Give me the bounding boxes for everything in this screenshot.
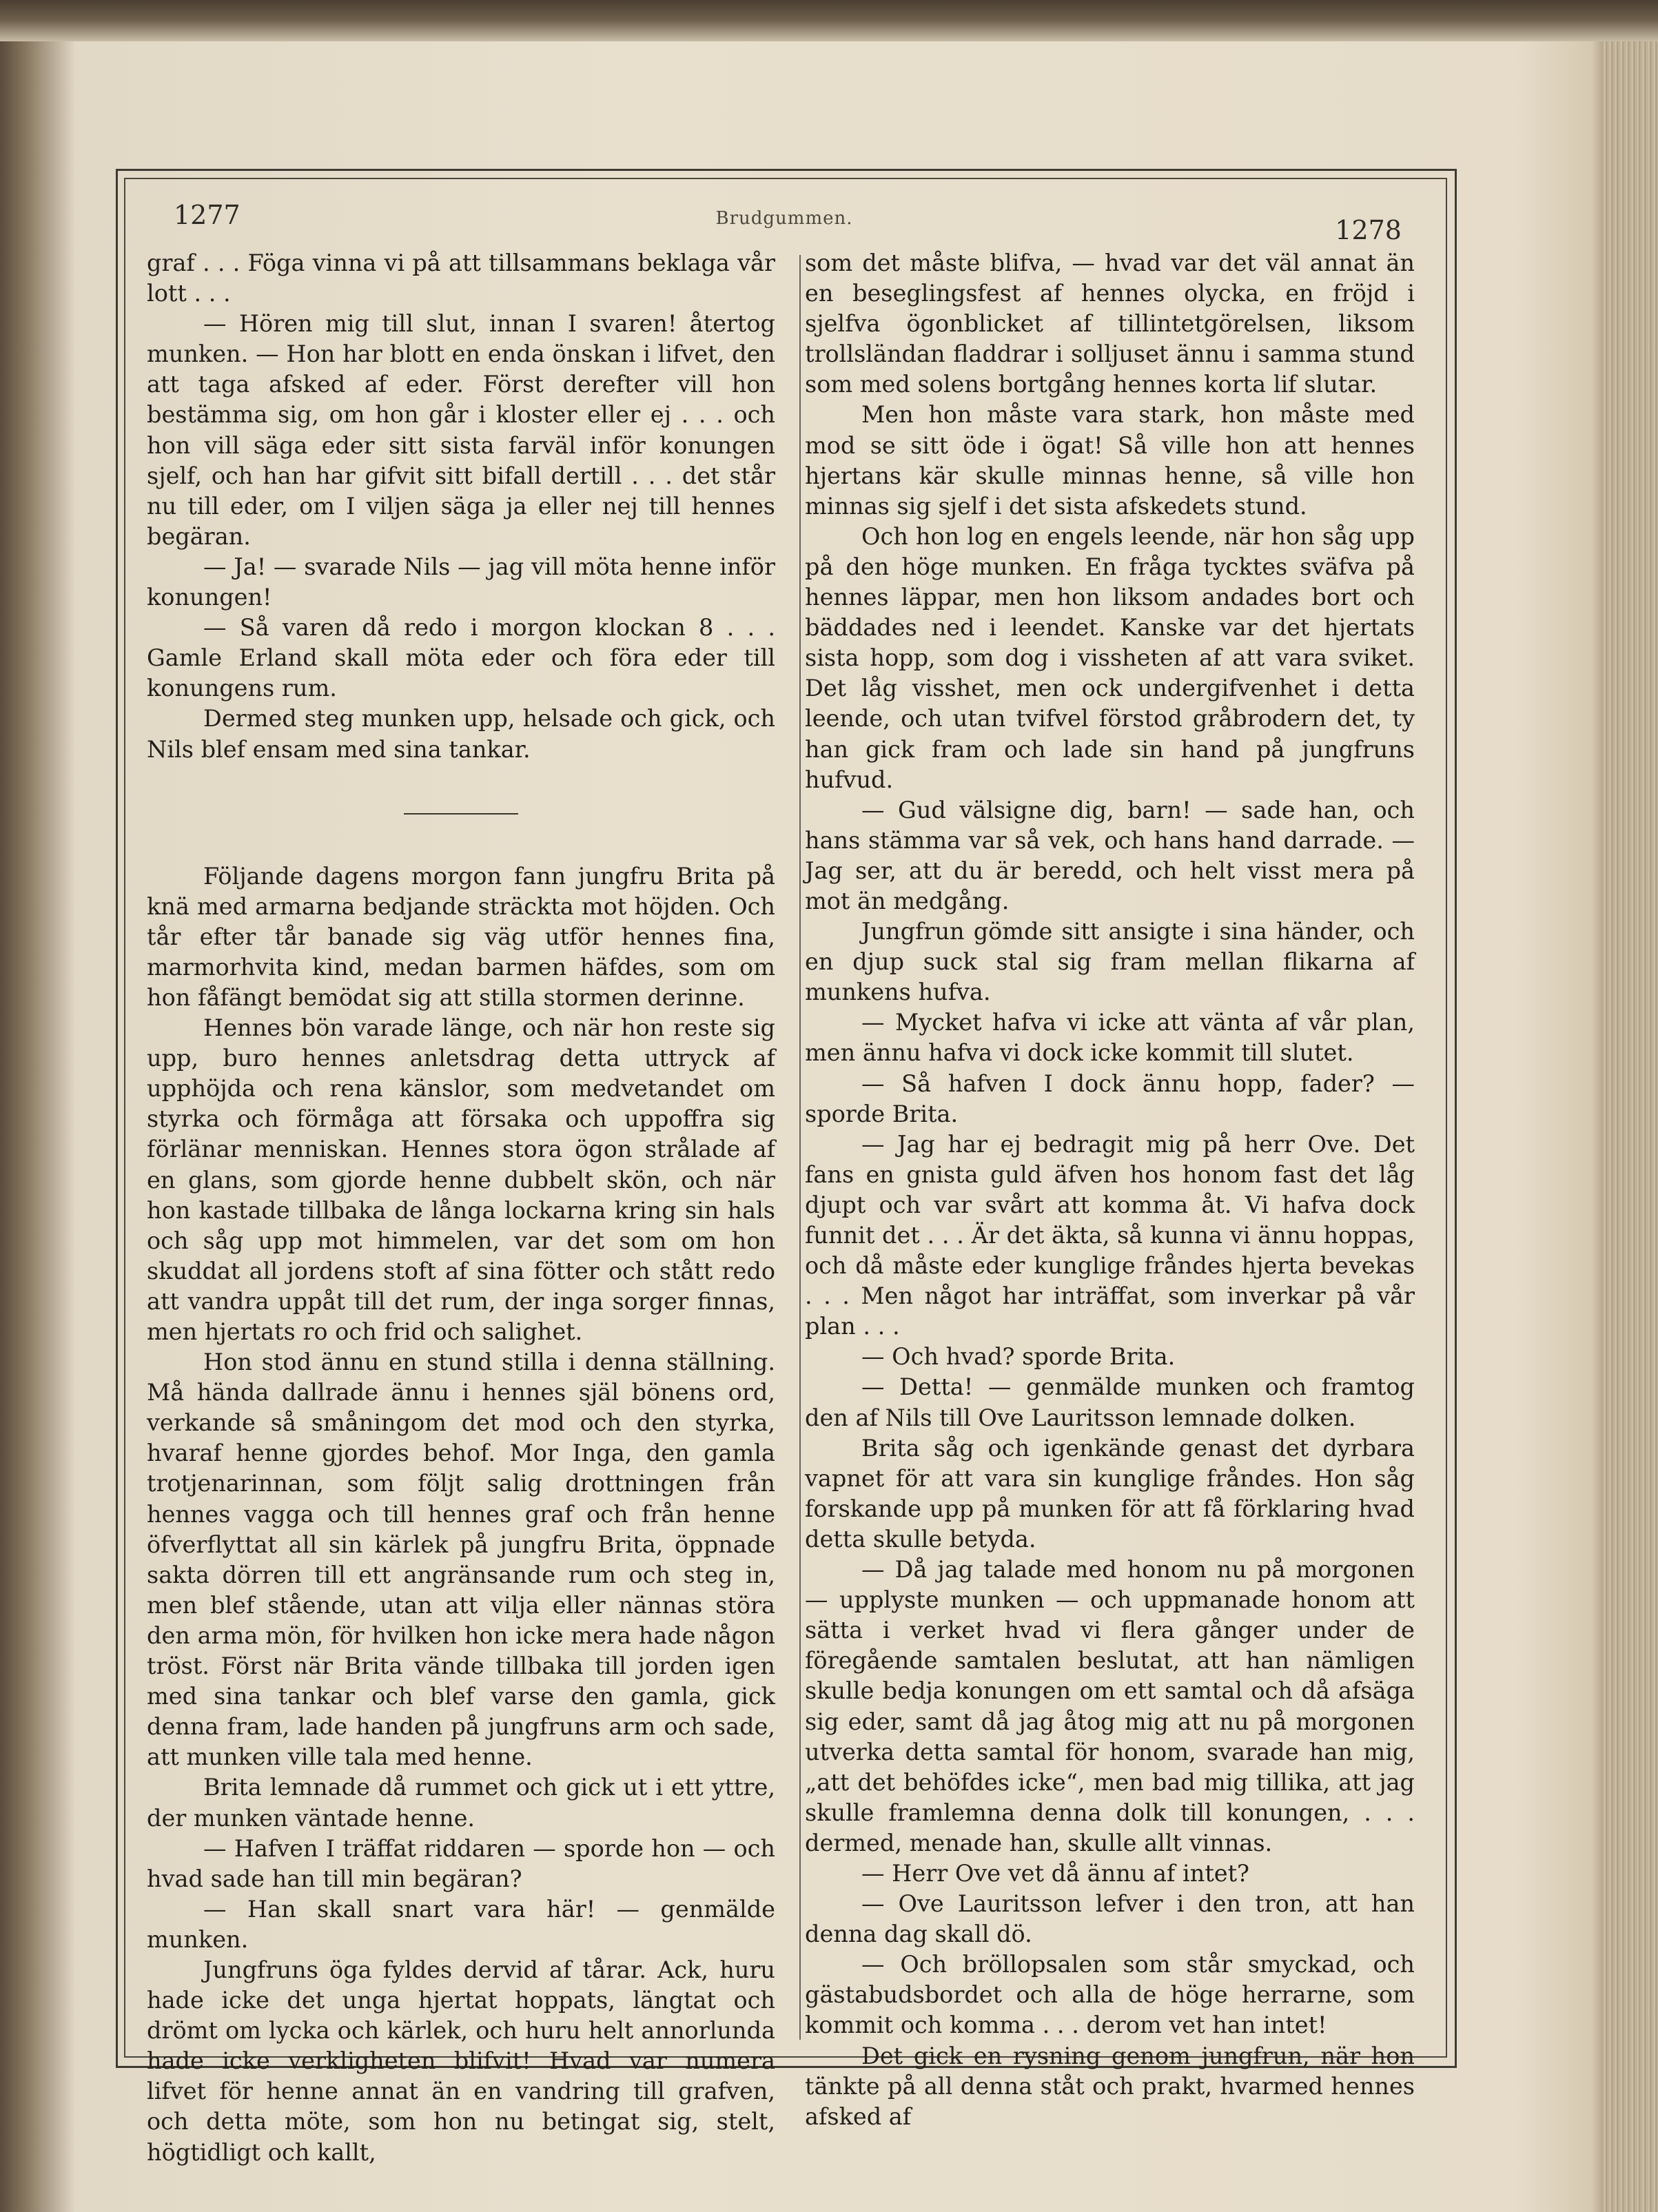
paragraph: — Gud välsigne dig, barn! — sade han, och hans stämma var så vek, och hans hand darrade. — Jag ser, att du är beredd, och helt visst mera på mot än medgång. [805,796,1415,914]
right-page-number: 1278 [1335,215,1402,245]
section-divider [404,813,518,815]
paragraph: Brita såg och igenkände genast det dyrbara vapnet för att vara sin kunglige fråndes. Hon såg forskande upp på munken för att få förklaring hvad detta skulle betyda. [805,1434,1415,1553]
paragraph: Jungfruns öga fyldes dervid af tårar. Ack, huru hade icke det unga hjertat hoppats, längtat och drömt om lycka och kärlek, och huru helt annorlunda hade icke verkligheten blifvit! Hvad var numera lifvet för henne annat än en vandring till grafven, och detta möte, som hon nu betingat sig, stelt, högtidligt och kallt, [147,1956,775,2166]
paragraph: Det gick en rysning genom jungfrun, när hon tänkte på all denna ståt och prakt, hvarmed hennes afsked af [805,2042,1415,2130]
paragraph: — Hafven I träffat riddaren — sporde hon — och hvad sade han till min begäran? [147,1834,775,1892]
paragraph: — Han skall snart vara här! — genmälde munken. [147,1895,775,1953]
paragraph: — Ove Lauritsson lefver i den tron, att han denna dag skall dö. [805,1890,1415,1948]
paragraph: — Så varen då redo i morgon klockan 8 . . . Gamle Erland skall möta eder och föra eder till konungens rum. [147,614,775,702]
paragraph: Följande dagens morgon fann jungfru Brita på knä med armarna bedjande sträckta mot höjden. Och tår efter tår banade sig väg utför hennes fina, marmorhvita kind, medan barmen häfdes, som om hon fåfängt bemödat sig att stilla stormen derinne. [147,862,775,1011]
left-page-number: 1277 [174,200,240,230]
paragraph: Hennes bön varade länge, och när hon reste sig upp, buro hennes anletsdrag detta uttryck af upphöjda och rena känslor, som medvetandet om styrka och förmåga att försaka och uppoffra sig förlänar menniskan. Hennes stora ögon strålade af en glans, som gjorde henne dubbelt skön, och när hon kastade tillbaka de långa lockarna kring sin hals och såg upp mot himmelen, var det som om hon skuddat all jordens stoft af sina fötter och stått redo att vandra uppåt till det rum, der inga sorger finnas, men hjertats ro och frid och salighet. [147,1014,775,1345]
paragraph: Brita lemnade då rummet och gick ut i ett yttre, der munken väntade henne. [147,1774,775,1832]
paragraph: — Så hafven I dock ännu hopp, fader? — sporde Brita. [805,1069,1415,1127]
paragraph: Jungfrun gömde sitt ansigte i sina händer, och en djup suck stal sig fram mellan flikarna af munkens hufva. [805,918,1415,1006]
paragraph: Hon stod ännu en stund stilla i denna ställning. Må hända dallrade ännu i hennes själ bönens ord, verkande så småningom det mod och den styrka, hvaraf henne gjordes behof. Mor Inga, den gamla trotjenarinnan, som följt salig drottningen från hennes vagga och till hennes graf och från henne öfverflyttat all sin kärlek på jungfru Brita, öppnade sakta dörren till ett angränsande rum och steg in, men blef stående, utan att vilja eller nännas störa den arma mön, för hvilken hon icke mera hade någon tröst. Först när Brita vände tillbaka till jorden igen med sina tankar och blef varse den gamla, gick denna fram, lade handen på jungfruns arm och sade, att munken ville tala med henne. [147,1349,775,1771]
column-rule [799,255,801,2040]
right-column [805,248,1415,2132]
paragraph: — Och hvad? sporde Brita. [861,1343,1176,1371]
paragraph: som det måste blifva, — hvad var det väl annat än en beseglingsfest af hennes olycka, en fröjd i sjelfva ögonblicket af tillintetgörelsen, liksom trollsländan fladdrar i solljuset ännu i samma stund som med solens bortgång hennes korta lif slutar. [805,249,1415,398]
paragraph: Dermed steg munken upp, helsade och gick, och Nils blef ensam med sina tankar. [147,705,775,763]
running-title: Brudgummen. [715,208,853,229]
paragraph: — Hören mig till slut, innan I svaren! återtog munken. — Hon har blott en enda önskan i lifvet, den att taga afsked af eder. Först derefter vill hon bestämma sig, om hon går i kloster eller ej . . . och hon vill säga eder sitt sista farväl inför konungen sjelf, och han har gifvit sitt bifall dertill . . . det står nu till eder, om I viljen säga ja eller nej till hennes begäran. [147,310,775,550]
paragraph: — Och bröllopsalen som står smyckad, och gästabudsbordet och alla de höge herrarne, som kommit och komma . . . derom vet han intet! [805,1951,1415,2039]
paragraph: — Herr Ove vet då ännu af intet? [861,1859,1250,1887]
paragraph: Och hon log en engels leende, när hon såg upp på den höge munken. En fråga tycktes sväfva på hennes läppar, men hon liksom andades bort och bäddades ned i leendet. Kanske var det hjertats sista hopp, som dog i vissheten af att vara sviket. Det låg visshet, men ock undergifvenhet i detta leende, och utan tvifvel förstod gråbrodern det, ty han gick fram och lade sin hand på jungfruns hufvud. [805,522,1415,793]
paragraph: graf . . . Föga vinna vi på att tillsammans beklaga vår lott . . . [147,249,775,307]
paragraph: Men hon måste vara stark, hon måste med mod se sitt öde i ögat! Så ville hon att hennes hjertans kär skulle minnas henne, så ville hon minnas sig sjelf i det sista afskedets stund. [805,401,1415,520]
page-header [124,200,1444,245]
left-column [147,248,775,2168]
paragraph: — Då jag talade med honom nu på morgonen — upplyste munken — och uppmanade honom att sätta i verket hvad vi flera gånger under de föregående samtalen beslutat, att han nämligen skulle bedja konungen om ett samtal och då afsäga sig eder, samt då jag åtog mig att nu på morgonen utverka detta samtal för honom, svarade han mig, „att det behöfdes icke“, men bad mig tillika, att jag skulle framlemna denna dolk till konungen, . . . dermed, menade han, skulle allt vinnas. [805,1556,1415,1856]
paragraph: — Ja! — svarade Nils — jag vill möta henne inför konungen! [147,553,775,611]
paragraph: — Mycket hafva vi icke att vänta af vår plan, men ännu hafva vi dock icke kommit till slutet. [805,1009,1415,1067]
paragraph: — Detta! — genmälde munken och framtog den af Nils till Ove Lauritsson lemnade dolken. [805,1373,1415,1431]
book-page-edges [1603,41,1658,2212]
book-top-edge [0,0,1658,41]
paragraph: — Jag har ej bedragit mig på herr Ove. Det fans en gnista guld äfven hos honom fast det låg djupt och var svårt att komma åt. Vi hafva dock funnit det . . . Är det äkta, så kunna vi ännu hoppas, och då måste eder kunglige fråndes hjerta bevekas . . . Men något har inträffat, som inverkar på vår plan . . . [805,1130,1415,1340]
